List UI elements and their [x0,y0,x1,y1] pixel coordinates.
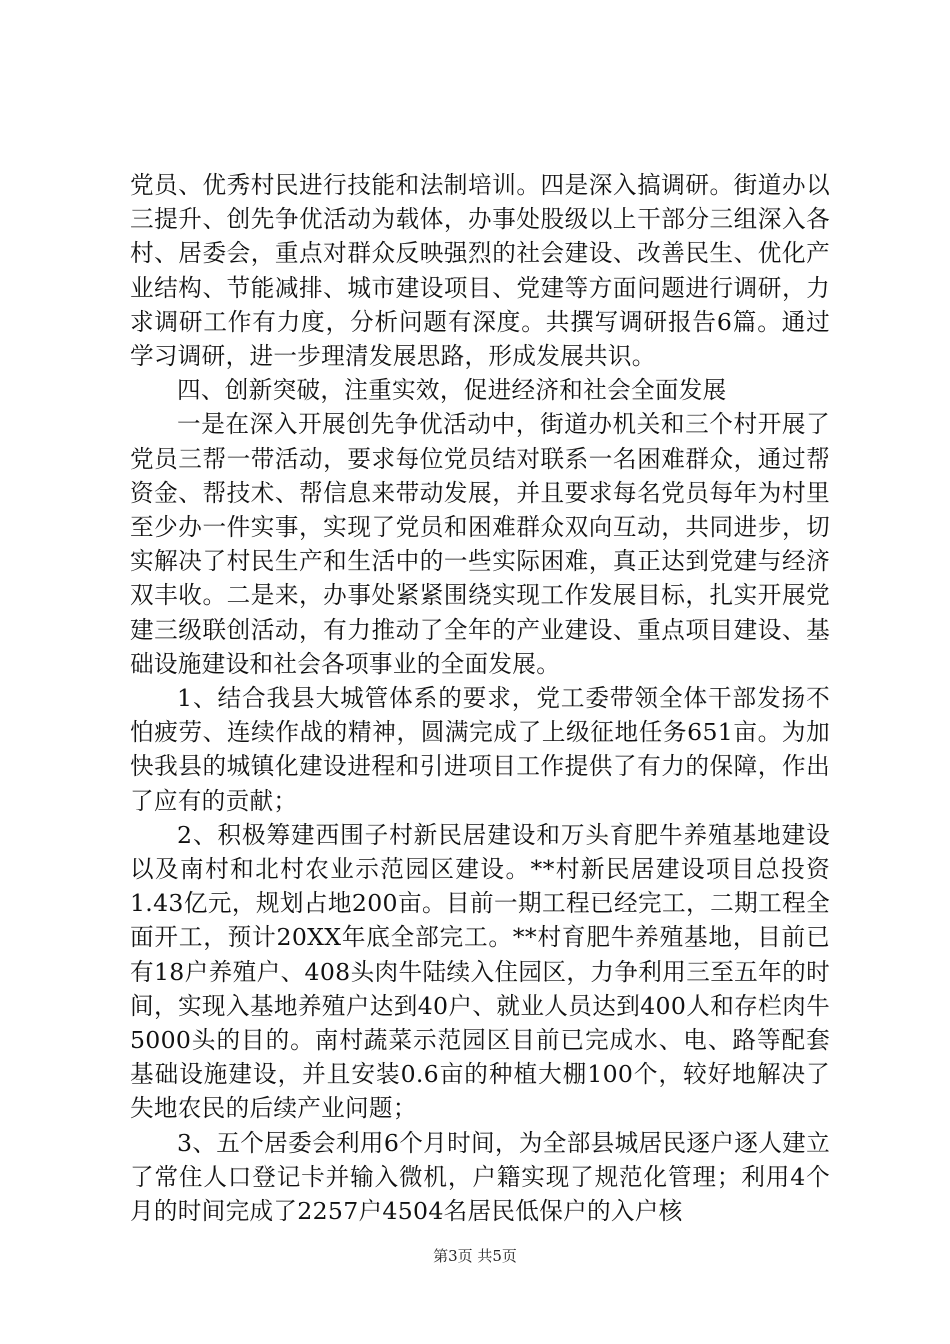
paragraph-activities: 一是在深入开展创先争优活动中，街道办机关和三个村开展了党员三帮一带活动，要求每位党员结对联系一名困难群众，通过帮资金、帮技术、帮信息来带动发展，并且要求每名党员每年为村里至少办一件实事，实现了党员和困难群众双向互动，共同进步，切实解决了村民生产和生活中的一些实际困难，真正达到党建与经济双丰收。二是来，办事处紧紧围绕实现工作发展目标，扎实开展党建三级联创活动，有力推动了全年的产业建设、重点项目建设、基础设施建设和社会各项事业的全面发展。 [130,410,830,678]
document-body [130,168,830,1228]
section-heading: 四、创新突破，注重实效，促进经济和社会全面发展 [177,376,727,405]
paragraph-item-3: 3、五个居委会利用6个月时间，为全部县城居民逐户逐人建立了常住人口登记卡并输入微机，户籍实现了规范化管理；利用4个月的时间完成了2257户4504名居民低保户的入户核 [130,1128,830,1226]
paragraph-item-2: 2、积极筹建西围子村新民居建设和万头育肥牛养殖基地建设以及南村和北村农业示范园区建设。**村新民居建设项目总投资1.43亿元，规划占地200亩。目前一期工程已经完工，二期工程全面开工，预计20XX年底全部完工。**村育肥牛养殖基地，目前已有18户养殖户、408头肉牛陆续入住园区，力争利用三至五年的时间，实现入基地养殖户达到40户、就业人员达到400人和存栏肉牛5000头的目的。南村蔬菜示范园区目前已完成水、电、路等配套基础设施建设，并且安装0.6亩的种植大棚100个，较好地解决了失地农民的后续产业问题； [130,820,830,1123]
page-number-footer: 第3页 共5页 [433,1247,517,1265]
paragraph-item-1: 1、结合我县大城管体系的要求，党工委带领全体干部发扬不怕疲劳、连续作战的精神，圆满完成了上级征地任务651亩。为加快我县的城镇化建设进程和引进项目工作提供了有力的保障，作出了应有的贡献； [130,684,830,815]
paragraph-continuation: 党员、优秀村民进行技能和法制培训。四是深入搞调研。街道办以三提升、创先争优活动为载体，办事处股级以上干部分三组深入各村、居委会，重点对群众反映强烈的社会建设、改善民生、优化产业结构、节能减排、城市建设项目、党建等方面问题进行调研，力求调研工作有力度，分析问题有深度。共撰写调研报告6篇。通过学习调研，进一步理清发展思路，形成发展共识。 [130,171,830,371]
